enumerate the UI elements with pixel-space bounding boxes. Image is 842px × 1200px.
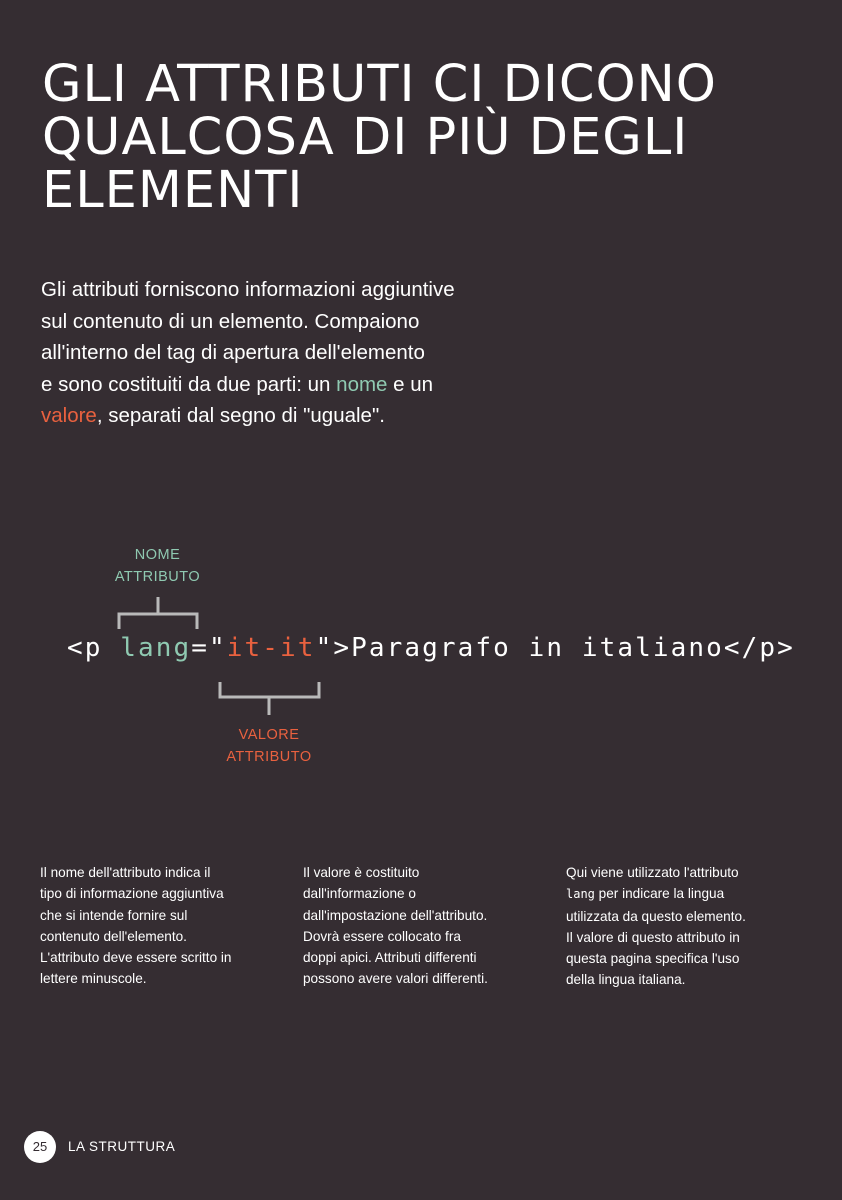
label-line: NOME [134, 547, 181, 563]
column-attribute-name [40, 862, 270, 990]
highlight-value: valore [41, 404, 97, 427]
column-line: utilizzata da questo elemento. [566, 908, 746, 924]
column-line: possono avere valori differenti. [303, 971, 488, 987]
intro-paragraph [41, 274, 561, 432]
column-line: Qui viene utilizzato l'attributo [566, 865, 739, 880]
intro-line: all'interno del tag di apertura dell'elemento [41, 341, 425, 364]
intro-text: , separati dal segno di "uguale". [96, 404, 385, 427]
label-line: ATTRIBUTO [226, 749, 312, 765]
column-line: doppi apici. Attributi differenti [303, 950, 477, 966]
name-bracket [119, 597, 197, 629]
column-line: Dovrà essere collocato fra [303, 928, 461, 944]
attribute-value-label [205, 724, 333, 768]
column-line: tipo di informazione aggiuntiva [40, 886, 224, 902]
column-line: lettere minuscole. [40, 971, 147, 987]
code-rest: ">Paragrafo in italiano</p> [315, 633, 795, 663]
code-open-tag: <p [67, 633, 121, 663]
attribute-name-label [95, 544, 220, 588]
page-number: 25 [24, 1131, 56, 1163]
code-example [67, 628, 795, 668]
code-attr-value: it-it [226, 633, 316, 663]
intro-line [41, 400, 561, 432]
column-line: della lingua italiana. [566, 972, 686, 988]
column-line: Il nome dell'attributo indica il [40, 865, 211, 880]
intro-line: sul contenuto di un elemento. Compaiono [41, 309, 420, 333]
highlight-name: nome [336, 372, 388, 396]
intro-text: e sono costituiti da due parti: un [41, 372, 337, 396]
page-title [42, 55, 802, 220]
code-equals: =" [191, 633, 227, 663]
column-line: L'attributo deve essere scritto in [40, 950, 232, 966]
label-line: ATTRIBUTO [114, 569, 201, 585]
value-bracket [220, 682, 319, 715]
column-line: Il valore di questo attributo in [566, 929, 740, 945]
column-line [566, 883, 796, 905]
label-line: VALORE [238, 727, 300, 743]
column-line: contenuto dell'elemento. [40, 928, 187, 944]
intro-line [41, 369, 561, 401]
title-line: ELEMENTI [42, 161, 304, 220]
column-lang-example [566, 862, 796, 991]
intro-line: Gli attributi forniscono informazioni aggiuntive [41, 278, 455, 301]
section-name: LA STRUTTURA [68, 1139, 176, 1154]
column-line: dall'informazione o [303, 886, 416, 902]
code-attr-name: lang [120, 633, 192, 663]
column-text: per indicare la lingua [594, 886, 725, 902]
column-line: questa pagina specifica l'uso [566, 951, 740, 967]
title-line: GLI ATTRIBUTI CI DICONO [42, 55, 717, 114]
inline-code: lang [566, 887, 595, 902]
column-line: dall'impostazione dell'attributo. [303, 907, 488, 923]
title-line: QUALCOSA DI PIÙ DEGLI [42, 108, 689, 167]
intro-text: e un [387, 372, 434, 396]
column-line: che si intende fornire sul [40, 907, 188, 923]
column-line: Il valore è costituito [303, 865, 420, 880]
column-attribute-value [303, 862, 533, 990]
